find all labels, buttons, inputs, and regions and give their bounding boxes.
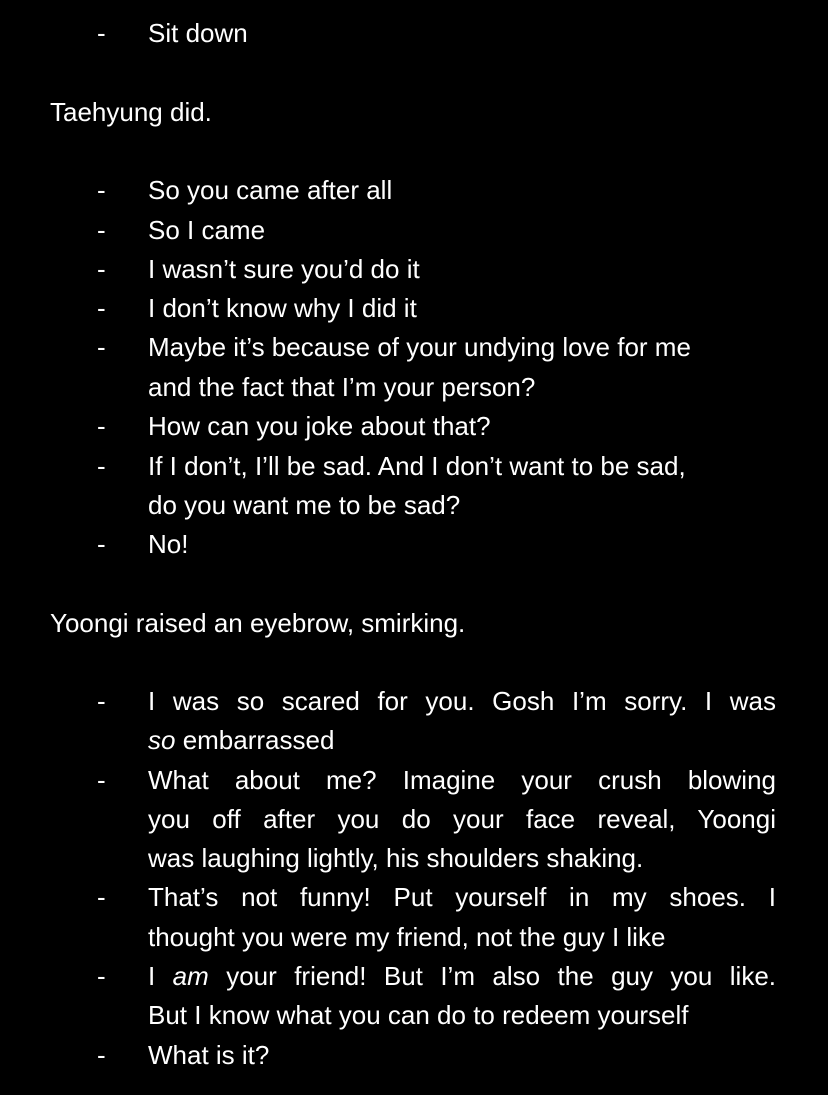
dialogue-line: If I don’t, I’ll be sad. And I don’t want to be sad, [148,451,686,481]
dialogue-line: So you came after all [148,175,393,205]
list-dash: - [97,961,106,991]
list-dash: - [97,882,106,912]
list-dash: - [97,686,106,716]
dialogue-text: embarrassed [175,725,335,755]
list-dash: - [97,215,106,245]
dialogue-line: I wasn’t sure you’d do it [148,254,420,284]
dialogue-line: But I know what you can do to redeem yourself [148,1000,689,1030]
dialogue-line: What is it? [148,1040,270,1070]
list-dash: - [97,765,106,795]
list-dash: - [97,451,106,481]
dialogue-line: I don’t know why I did it [148,293,417,323]
dialogue-line: Sit down [148,18,248,48]
list-dash: - [97,332,106,362]
dialogue-line: do you want me to be sad? [148,490,461,520]
emphasis-text: am [172,961,209,991]
list-dash: - [97,293,106,323]
dialogue-line: thought you were my friend, not the guy I like [148,922,666,952]
dialogue-line [148,957,776,996]
dialogue-text: your friend! But I’m also the guy you like. [208,961,777,991]
dialogue-line [148,721,334,760]
dialogue-line: How can you joke about that? [148,411,491,441]
dialogue-line: So I came [148,215,266,245]
dialogue-line: you off after you do your face reveal, Yoongi [148,804,776,834]
dialogue-line: That’s not funny! Put yourself in my shoes. I [148,882,776,912]
dialogue-line: Maybe it’s because of your undying love for me [148,332,691,362]
dialogue-text: I [148,961,173,991]
list-dash: - [97,18,106,48]
list-dash: - [97,1040,106,1070]
dialogue-line: No! [148,529,189,559]
list-dash: - [97,175,106,205]
dialogue-line: was laughing lightly, his shoulders shaking. [148,843,644,873]
narration-paragraph: Yoongi raised an eyebrow, smirking. [50,608,466,638]
list-dash: - [97,254,106,284]
dialogue-line: I was so scared for you. Gosh I’m sorry. I was [148,686,776,716]
list-dash: - [97,411,106,441]
dialogue-line: What about me? Imagine your crush blowing [148,765,776,795]
list-dash: - [97,529,106,559]
emphasis-text: so [148,725,176,755]
dialogue-line: and the fact that I’m your person? [148,372,536,402]
narration-paragraph: Taehyung did. [50,97,212,127]
